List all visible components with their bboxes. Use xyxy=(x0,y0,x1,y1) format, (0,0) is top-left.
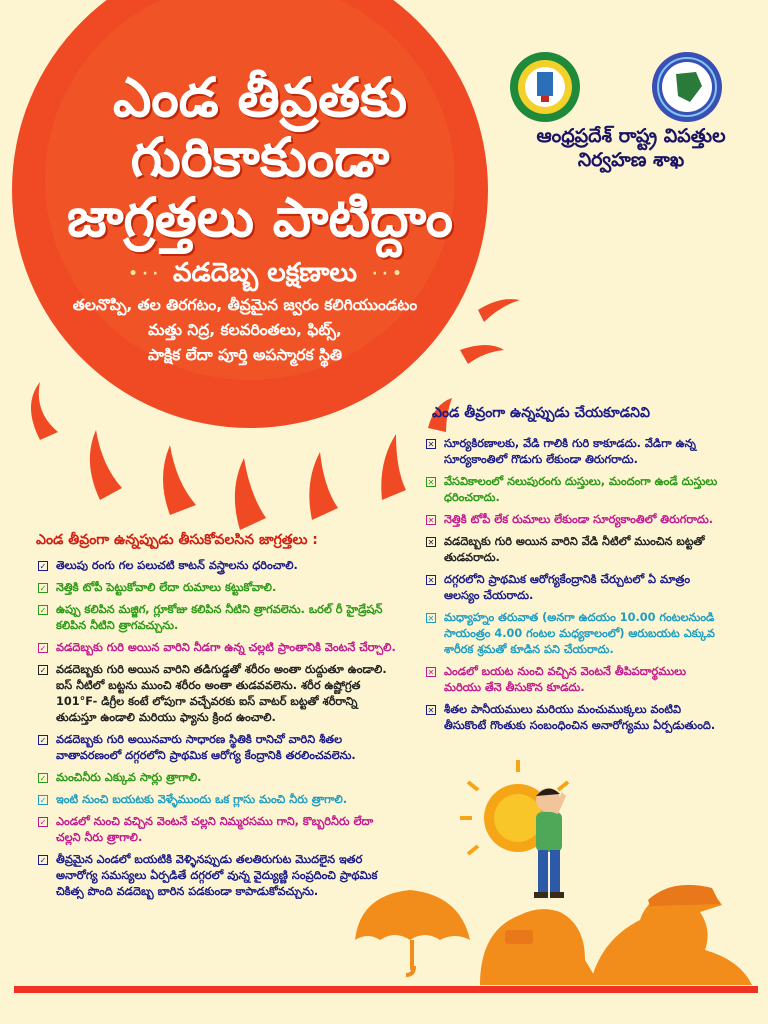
dos-item-text: నెత్తికి టోపీ పెట్టుకోవాలి లేదా రుమాలు కట్టుకోవాలి. xyxy=(56,581,277,594)
donts-item-text: వడదెబ్బకు గురి అయిన వారిని వేడి నీటిలో ముంచిన బట్టతో తుడవరాదు. xyxy=(444,535,705,564)
organization-name: ఆంధ్రప్రదేశ్ రాష్ట్ర విపత్తుల నిర్వహణ శాఖ xyxy=(536,125,726,171)
symptoms-line-2: మత్తు నిద్ర, కలవరింతలు, ఫిట్స్, xyxy=(148,321,342,339)
donts-item-text: మధ్యాహ్నం తరువాత (అనగా ఉదయం 10.00 గంటలనుండి సాయంత్రం 4.00 గంటల మధ్యకాలంలో) ఆరుబయట ఎక్కువ శారీరక శ్రమతో కూడిన పని చేయరాదు. xyxy=(444,611,715,656)
checkbox-cross-icon: ✕ xyxy=(427,538,435,547)
checkbox-tick-icon: ✓ xyxy=(39,818,47,827)
checkbox-tick-icon: ✓ xyxy=(39,666,47,675)
checkbox-cross-icon: ✕ xyxy=(427,576,435,585)
checkbox-cross-icon: ✕ xyxy=(427,614,435,623)
dizzy-man-icon xyxy=(534,788,566,898)
dos-item-text: తెలుపు రంగు గల పలుచటి కాటన్ వస్త్రాలను ధరించాలి. xyxy=(56,559,298,572)
checkbox-tick-icon: ✓ xyxy=(39,736,47,745)
checkbox-cross-icon: ✕ xyxy=(427,668,435,677)
dos-item-text: తీవ్రమైన ఎండలో బయటికి వెళ్ళినప్పుడు తలతిరుగుట మొదలైన ఇతర అనారోగ్య సమస్యలు ఏర్పడితే దగ్గరలో వున్న వైద్యుణ్ణి సంప్రదించి ప్రాథమిక చికిత్స పొంది వడదెబ్బ బారిన పడకుండా కాపాడుకోవచ్చును. xyxy=(56,853,378,898)
bottom-red-band xyxy=(14,986,758,993)
dos-item-text: వడదెబ్బకు గురి అయినవారు సాధారణ స్థితికి రానిచో వారిని శీతల వాతావరణంలో దగ్గరలోని ప్రాథమిక ఆరోగ్య కేంద్రానికి తరలించవలెను. xyxy=(56,733,356,762)
title-line-3: జాగ్రత్తలు పాటిద్దాం xyxy=(66,186,454,249)
checkbox-tick-icon: ✓ xyxy=(39,562,47,571)
checkbox-tick-icon: ✓ xyxy=(39,856,47,865)
checkbox-tick-icon: ✓ xyxy=(39,774,47,783)
checkbox-cross-icon: ✕ xyxy=(427,478,435,487)
dos-item-text: మంచినీరు ఎక్కువ సార్లు త్రాగాలి. xyxy=(56,771,202,784)
dos-item-text: ఇంటి నుంచి బయటకు వెళ్ళేముందు ఒక గ్లాసు మంచి నీరు త్రాగాలి. xyxy=(56,793,348,806)
donts-item-text: శీతల పానీయములు మరియు మంచుముక్కలు వంటివి తీసుకొంటే గొంతుకు సంబంధించిన అనారోగ్యము ఏర్పడుతుంది. xyxy=(444,703,716,732)
checkbox-cross-icon: ✕ xyxy=(427,516,435,525)
umbrella-silhouette-icon xyxy=(355,890,470,975)
people-drinking-silhouette-icon xyxy=(480,885,752,985)
checkbox-cross-icon: ✕ xyxy=(427,706,435,715)
donts-item-text: వేసవికాలంలో నలుపురంగు దుస్తులు, మందంగా ఉండే దుస్తులు ధరించరాదు. xyxy=(444,475,718,504)
dos-item-text: వడదెబ్బకు గురి అయిన వారిని తడిగుడ్డతో శరీరం అంతా రుద్దుతూ ఉండాలి. ఐస్ నీటిలో బట్టను ముంచి శరీరం అంతా తుడవవలెను. శరీర ఉష్ణోగ్రత 101°F- డిగ్రీల కంటే లోపుగా వచ్చేవరకు ఐస్ వాటర్ బట్టతో శరీరాన్ని తుడుస్తూ ఉండాలి మరియు ఫ్యాను క్రింద ఉంచాలి. xyxy=(56,663,387,724)
donts-item-text: సూర్యకిరణాలకు, వేడి గాలికి గురి కాకూడదు. వేడిగా ఉన్న సూర్యకాంతిలో గొడుగు లేకుండా తిరుగరాదు. xyxy=(444,437,696,466)
bullet-dot-icon: · · • xyxy=(372,265,402,282)
bullet-dot-icon: • · · xyxy=(128,265,158,282)
symptoms-line-3: పాక్షిక లేదా పూర్తి అపస్మారక స్థితి xyxy=(148,346,342,364)
dos-item-text: ఎండలో నుంచి వచ్చిన వెంటనే చల్లని నిమ్మరసము గాని, కొబ్బరినీరు లేదా చల్లని నీరు త్రాగాలి. xyxy=(56,815,374,844)
title-line-2: గురికాకుండా xyxy=(130,126,390,189)
title-line-1: ఎండ తీవ్రతకు xyxy=(112,66,408,129)
dos-item-text: ఉప్పు కలిపిన మజ్జిగ, గ్లూకోజు కలిపిన నీటిని త్రాగవలెను. ఒరల్ రీ హైడ్రేషన్ కలిపిన నీటిని త్రాగవచ్చును. xyxy=(56,603,383,632)
donts-heading: ఎండ తీవ్రంగా ఉన్నప్పుడు చేయకూడనివి xyxy=(432,405,650,421)
dos-heading: ఎండ తీవ్రంగా ఉన్నప్పుడు తీసుకోవలసిన జాగ్రత్తలు : xyxy=(36,532,318,548)
donts-item-text: ఎండలో బయట నుంచి వచ్చిన వెంటనే తీపిపదార్థములు మరియు తేనె తీసుకొన కూడదు. xyxy=(444,665,687,694)
checkbox-cross-icon: ✕ xyxy=(427,440,435,449)
checkbox-tick-icon: ✓ xyxy=(39,644,47,653)
checkbox-tick-icon: ✓ xyxy=(39,796,47,805)
checkbox-tick-icon: ✓ xyxy=(39,606,47,615)
symptoms-heading-text: వడదెబ్బ లక్షణాలు xyxy=(172,258,357,288)
symptoms-line-1: తలనొప్పి, తల తిరగటం, తీవ్రమైన జ్వరం కలిగియుండటం xyxy=(72,296,418,314)
dos-item-text: వడదెబ్బకు గురి అయిన వారిని నీడగా ఉన్న చల్లటి ప్రాంతానికి వెంటనే చేర్చాలి. xyxy=(56,641,396,654)
checkbox-tick-icon: ✓ xyxy=(39,584,47,593)
donts-item-text: నెత్తికి టోపీ లేక రుమాలు లేకుండా సూర్యకాంతిలో తిరుగరాదు. xyxy=(444,513,714,526)
donts-item-text: దగ్గరలోని ప్రాథమిక ఆరోగ్యకేంద్రానికి చేర్చుటలో ఏ మాత్రం ఆలస్యం చేయరాదు. xyxy=(444,573,691,602)
